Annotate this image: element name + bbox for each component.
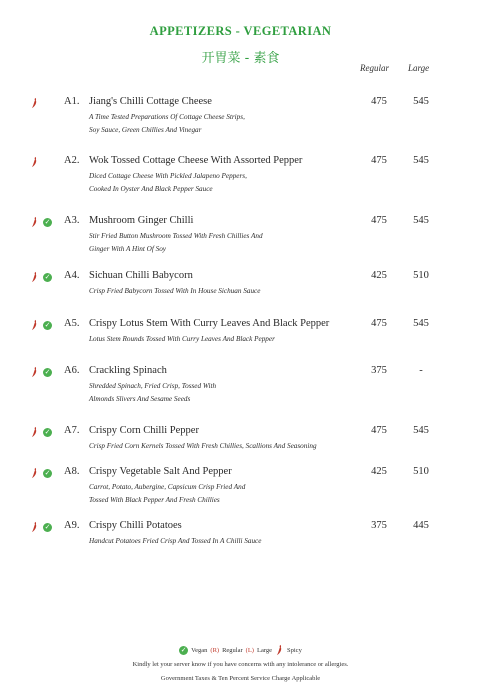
dish-description [89,111,245,137]
dish-name: Crispy Corn Chilli Pepper [89,425,199,436]
tax-note: Government Taxes & Ten Percent Service Charge Applicable [160,675,321,682]
price-regular: 425 [371,270,387,281]
dish-description [89,440,317,453]
dish-code: A3. [64,215,80,226]
chili-icon [30,216,39,228]
vegan-icon: ✓ [44,428,51,436]
vegan-icon: ✓ [180,645,187,654]
chili-icon [30,156,39,168]
dish-code: A2. [64,155,80,166]
dish-code: A7. [64,425,80,436]
menu-item [0,96,481,144]
dish-description-line: Handcut Potatoes Fried Crisp And Tossed In A Chilli Sauce [89,537,262,545]
dish-name: Crispy Chilli Potatoes [89,520,182,531]
dish-description-line: Almonds Slivers And Sesame Seeds [89,395,191,403]
price-regular: 475 [371,215,387,226]
dish-description-line: Ginger With A Hint Of Soy [89,245,166,253]
dish-name: Wok Tossed Cottage Cheese With Assorted Pepper [89,155,303,166]
dish-code: A4. [64,270,80,281]
dish-code: A5. [64,318,80,329]
dish-description [89,170,247,196]
legend-large-mark: (L) [245,646,254,654]
price-large: 545 [413,96,429,107]
dish-description-line: Carrot, Potato, Aubergine, Capsicum Crisp Fried And [89,483,246,491]
dish-icons [30,216,52,228]
page-subtitle: 开胃菜 - 素食 [201,51,280,66]
price-regular: 375 [371,365,387,376]
dish-icons [30,156,39,168]
dish-description-line: Stir Fried Button Mushroom Tossed With Fresh Chillies And [89,232,263,240]
chili-icon [30,271,39,283]
dish-description [89,481,245,507]
vegan-icon: ✓ [44,273,51,281]
menu-item [0,520,481,568]
dish-description-line: Soy Sauce, Green Chillies And Vinegar [89,126,202,134]
dish-description [89,333,275,346]
chili-icon [30,97,39,109]
dish-description-line: A Time Tested Preparations Of Cottage Cheese Strips, [89,113,245,121]
price-large: 510 [413,466,429,477]
dish-name: Crispy Vegetable Salt And Pepper [89,466,232,477]
price-regular: 475 [371,96,387,107]
dish-name: Crispy Lotus Stem With Curry Leaves And Black Pepper [89,318,330,329]
price-large: 510 [413,270,429,281]
dish-description-line: Tossed With Black Pepper And Fresh Chillies [89,496,220,504]
dish-icons [30,97,39,109]
price-large: 545 [413,425,429,436]
price-regular: 475 [371,155,387,166]
price-regular: 475 [371,318,387,329]
price-regular: 425 [371,466,387,477]
price-large: 445 [413,520,429,531]
chili-icon [30,467,39,479]
chili-icon [275,644,284,656]
menu-item [0,155,481,203]
menu-item [0,466,481,514]
dish-icons [30,319,52,331]
legend-regular-mark: (R) [210,646,220,654]
dish-name: Sichuan Chilli Babycorn [89,270,193,281]
dish-description [89,230,263,256]
chili-icon [30,319,39,331]
legend-regular: Regular [222,646,243,654]
menu-item [0,270,481,318]
menu-item [0,215,481,263]
column-header-regular: Regular [360,63,389,73]
dish-description [89,285,260,298]
dish-name: Jiang's Chilli Cottage Cheese [89,96,212,107]
dish-description-line: Crisp Fried Babycorn Tossed With In House Sichuan Sauce [89,287,261,295]
dish-code: A1. [64,96,80,107]
allergy-note: Kindly let your server know if you have concerns with any intolerance or allergies. [132,661,349,668]
dish-description [89,535,261,548]
vegan-icon: ✓ [44,368,51,376]
dish-icons [30,271,52,283]
column-header-large: Large [408,63,430,73]
legend [0,644,481,656]
dish-icons [30,426,52,438]
dish-description-line: Shredded Spinach, Fried Crisp, Tossed With [89,382,217,390]
vegan-icon: ✓ [44,523,51,531]
dish-name: Mushroom Ginger Chilli [89,215,194,226]
chili-icon [30,426,39,438]
legend-vegan: Vegan [191,646,208,654]
dish-icons [30,366,52,378]
menu-item [0,365,481,413]
vegan-icon: ✓ [44,469,51,477]
dish-description-line: Crisp Fried Corn Kernels Tossed With Fresh Chillies, Scallions And Seasoning [89,442,317,450]
dish-description-line: Lotus Stem Rounds Tossed With Curry Leaves And Black Pepper [89,335,275,343]
vegan-icon: ✓ [44,218,51,226]
menu-item [0,318,481,366]
vegan-icon: ✓ [44,321,51,329]
dish-code: A8. [64,466,80,477]
price-regular: 475 [371,425,387,436]
dish-description-line: Cooked In Oyster And Black Pepper Sauce [89,185,213,193]
page-title: APPETIZERS - VEGETARIAN [149,24,332,38]
dish-icons [30,521,52,533]
price-large: - [419,365,423,376]
dish-code: A9. [64,520,80,531]
dish-description-line: Diced Cottage Cheese With Pickled Jalapeno Peppers, [89,172,247,180]
price-large: 545 [413,155,429,166]
dish-code: A6. [64,365,80,376]
legend-large: Large [256,646,273,654]
chili-icon [30,366,39,378]
price-large: 545 [413,318,429,329]
price-regular: 375 [371,520,387,531]
price-large: 545 [413,215,429,226]
chili-icon [30,521,39,533]
dish-description [89,380,216,406]
legend-spicy: Spicy [287,646,302,654]
dish-name: Crackling Spinach [89,365,167,376]
dish-icons [30,467,52,479]
